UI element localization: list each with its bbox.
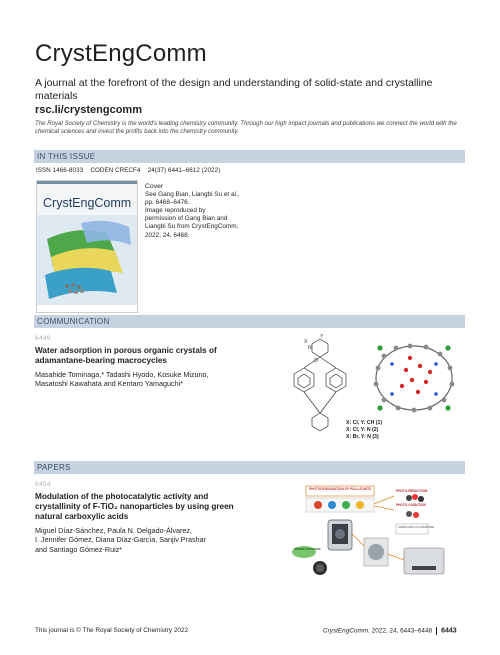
footer-separator — [436, 627, 437, 635]
fig-label-photodegradation: PHOTODEGRADATION OF POLLUTANTS — [309, 487, 372, 492]
journal-url[interactable]: rsc.li/crystengcomm — [35, 104, 142, 116]
issn: ISSN 1466-8033 — [36, 167, 84, 174]
fig-label-green-synthesis: GREEN SYNTHESIS — [294, 547, 321, 551]
cover-line: pp. 6468–6476. — [145, 199, 190, 207]
toc-graphic-macrocycle — [284, 334, 464, 446]
article-title-line: crystallinity of F-TiO₂ nanoparticles by using green — [35, 502, 234, 512]
article-title-line: Modulation of the photocatalytic activity and — [35, 492, 209, 501]
fig-label-o: O — [314, 358, 318, 364]
cover-line: Liangbi Su from CrystEngComm, — [145, 223, 239, 231]
cover-image[interactable] — [36, 180, 138, 313]
article-page-number: 6449 — [35, 335, 51, 342]
issn-line — [36, 167, 220, 174]
footer-citation — [323, 627, 457, 635]
author-line: Miguel Díaz-Sánchez, Paula N. Delgado-Álvarez, — [35, 526, 193, 535]
article-title[interactable] — [35, 492, 275, 523]
footer-page-number: 6443 — [441, 627, 457, 635]
fig-legend-2: X: Cl, Y: N (2) — [346, 427, 379, 433]
author-line: I. Jennifer Gómez, Diana Díaz-García, Sanjiv Prashar — [35, 535, 206, 545]
fig-label-photooxidation: PHOTO-OXIDATION — [396, 503, 426, 507]
in-this-issue-band — [34, 150, 465, 163]
journal-title: CrystEngComm — [35, 40, 207, 67]
coden: CODEN CRECF4 — [90, 167, 141, 174]
cover-heading: Cover — [145, 183, 164, 190]
author-line: Masahide Tominaga,* Tadashi Hyodo, Kosuke Mizuno, — [35, 370, 209, 379]
article-title-line: adamantane-bearing macrocycles — [35, 356, 167, 366]
papers-label: PAPERS — [37, 462, 71, 472]
fig-legend-1: X: Cl, Y: CH (1) — [346, 420, 383, 426]
cover-artwork — [37, 181, 137, 312]
article-title-line: Water adsorption in porous organic crystals of — [35, 346, 217, 355]
article-page-number: 6454 — [35, 481, 51, 488]
communication-band — [34, 315, 465, 328]
author-line: Masatoshi Kawahata and Kentaro Yamaguchi* — [35, 379, 183, 389]
toc-graphic-photocatalysis — [284, 484, 464, 584]
author-line: and Santiago Gómez-Ruiz* — [35, 544, 123, 554]
fig-label-n: N — [308, 345, 312, 351]
volume-info: 24(37) 6441–6612 (2022) — [147, 167, 221, 174]
article-title-line: natural carboxylic acids — [35, 512, 129, 522]
fig-label-catalysis: CATALYSIS C-C COUPLING — [398, 525, 434, 529]
footer-citation-text: , 2022, 24, 6443–6448 — [368, 627, 433, 635]
cover-line: Image reproduced by — [145, 207, 206, 215]
fig-label-photoreduction: PHOTO-REDUCTION — [396, 489, 428, 493]
cover-mini-title: CrystEngComm — [43, 196, 132, 210]
journal-tagline: A journal at the forefront of the design and understanding of solid-state and crystalline materials — [35, 77, 433, 102]
fig-legend-3: X: Br, Y: N (3) — [346, 434, 379, 440]
cover-line: 2022, 24, 6468. — [145, 231, 190, 239]
fig-label-y: Y — [320, 334, 324, 340]
cover-line: permission of Gang Bian and — [145, 215, 228, 223]
footer-journal: CrystEngComm — [323, 627, 369, 635]
article-authors — [35, 526, 275, 554]
footer-copyright: This journal is © The Royal Society of Chemistry 2022 — [35, 627, 189, 634]
rsc-statement: The Royal Society of Chemistry is the world's leading chemistry community. Through our high impact journals and publications we connect the world with the chemical sciences and invest the profits back into the chemistry community. — [35, 120, 457, 135]
photocatalysis-figure — [284, 484, 464, 584]
cover-line: See Gang Bian, Liangbi Su et al., — [145, 191, 240, 199]
macrocycle-figure — [284, 334, 464, 446]
article-authors — [35, 370, 275, 389]
cover-caption — [145, 183, 265, 240]
in-this-issue-label: IN THIS ISSUE — [37, 151, 96, 161]
article-title[interactable] — [35, 346, 275, 366]
papers-band — [34, 461, 465, 474]
communication-label: COMMUNICATION — [37, 316, 110, 326]
fig-label-x: X — [304, 339, 308, 345]
